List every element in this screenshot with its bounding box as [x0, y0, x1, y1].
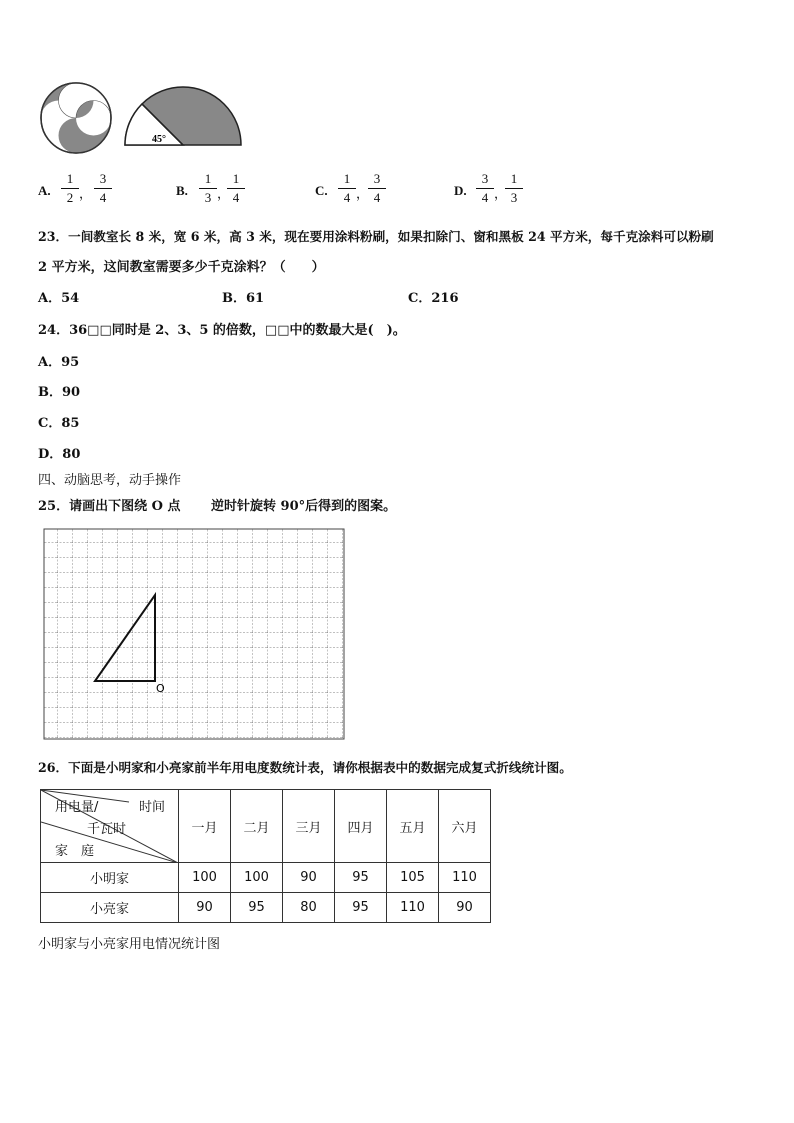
month-header: 四月: [335, 790, 387, 863]
row-name: 小明家: [41, 863, 179, 893]
q24-option-b: B．90: [38, 385, 81, 400]
angle-label: 45°: [152, 134, 166, 145]
table-cell: 100: [231, 863, 283, 893]
chart-caption: 小明家与小亮家用电情况统计图: [38, 937, 221, 952]
table-cell: 110: [387, 893, 439, 923]
table-row: [41, 893, 491, 923]
fraction: $\frac{3}{4}$: [476, 172, 494, 205]
table-cell: 90: [283, 863, 335, 893]
option-label: D.: [454, 183, 467, 198]
comma: ，: [217, 186, 231, 201]
table-cell: 95: [335, 863, 387, 893]
yin-yang-circle-figure: [39, 82, 115, 154]
q23-option-c: C．216: [408, 291, 459, 306]
comma: ，: [494, 186, 508, 201]
option-label: C.: [315, 183, 328, 198]
q23-text-line1: 23．一间教室长 8 米，宽 6 米，高 3 米，现在要用涂料粉刷，如果扣除门、窗和黑板 24 平方米，每千克涂料可以粉刷: [38, 229, 714, 244]
q23-option-b: B．61: [222, 291, 265, 306]
table-cell: 95: [231, 893, 283, 923]
q25-text-b: 逆时针旋转 90°后得到的图案。: [211, 499, 397, 514]
comma: ，: [79, 186, 93, 201]
month-header: 二月: [231, 790, 283, 863]
fraction: $\frac{1}{2}$: [61, 172, 79, 205]
month-header: 三月: [283, 790, 335, 863]
option-label: B.: [176, 183, 188, 198]
fraction: $\frac{1}{3}$: [199, 172, 217, 205]
month-header: 六月: [439, 790, 491, 863]
month-header: 一月: [179, 790, 231, 863]
header-label-unit: 千瓦时: [87, 822, 127, 837]
table-cell: 90: [179, 893, 231, 923]
q24-text: 24．36□□同时是 2、3、5 的倍数，□□中的数最大是( )。: [38, 323, 406, 338]
table-cell: 95: [335, 893, 387, 923]
table-cell: 100: [179, 863, 231, 893]
q24-option-d: D．80: [38, 447, 81, 462]
fraction: $\frac{3}{4}$: [368, 172, 386, 205]
q24-option-c: C．85: [38, 416, 80, 431]
point-o-label: O: [156, 682, 165, 695]
q25-text-a: 25．请画出下图绕 O 点: [38, 499, 181, 514]
table-header-diagonal-cell: [41, 790, 179, 863]
q23-text-line2: 2 平方米，这间教室需要多少千克涂料？（ ）: [38, 260, 325, 275]
rotation-grid-figure: [42, 527, 348, 745]
table-row: [41, 863, 491, 893]
table-cell: 110: [439, 863, 491, 893]
fraction: $\frac{1}{4}$: [338, 172, 356, 205]
comma: ，: [356, 186, 370, 201]
fraction: $\frac{1}{4}$: [227, 172, 245, 205]
header-label-time: 时间: [139, 800, 166, 815]
q26-text: 26．下面是小明家和小亮家前半年用电度数统计表，请你根据表中的数据完成复式折线统计图。: [38, 760, 572, 775]
row-name: 小亮家: [41, 893, 179, 923]
header-label-family: 家 庭: [55, 844, 95, 859]
table-cell: 80: [283, 893, 335, 923]
option-label: A.: [38, 183, 51, 198]
q23-option-a: A．54: [38, 291, 80, 306]
half-circle-sector-figure: [122, 86, 244, 148]
table-cell: 105: [387, 863, 439, 893]
header-label-usage: 用电量/: [55, 800, 99, 815]
electricity-usage-table: [40, 789, 491, 923]
fraction: $\frac{1}{3}$: [505, 172, 523, 205]
fraction: $\frac{3}{4}$: [94, 172, 112, 205]
q24-option-a: A．95: [38, 355, 80, 370]
section-heading: 四、动脑思考，动手操作: [38, 473, 182, 488]
table-cell: 90: [439, 893, 491, 923]
month-header: 五月: [387, 790, 439, 863]
